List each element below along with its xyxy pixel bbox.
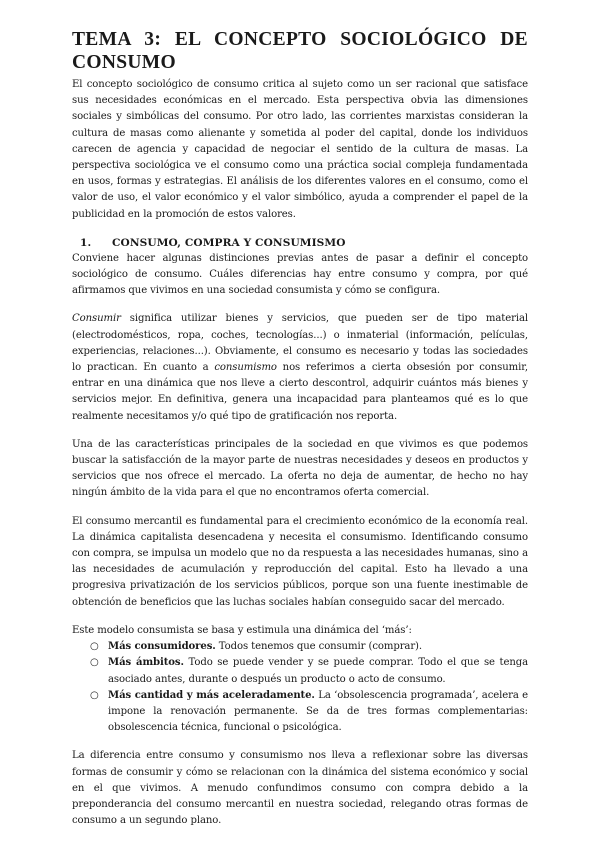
paragraph-consumir-text-2: nos referimos a cierta obsesión por consumir, entrar en una dinámica que nos lleve a cierto descontrol, adquirir cuántos más bienes y servicios mejor. En definitiva, genera una incapacidad para planteamos qué es lo que realmente necesitamos y/o qué tipo de gratificación nos reporta.	[72, 362, 528, 422]
bullet-list	[72, 639, 528, 736]
section-title: CONSUMO, COMPRA Y CONSUMISMO	[112, 236, 346, 249]
bullet-circle-icon: ○	[90, 689, 99, 701]
list-item	[72, 639, 528, 655]
paragraph-caracteristicas: Una de las características principales de la sociedad en que vivimos es que podemos buscar la satisfacción de la mayor parte de nuestras necesidades y deseos en productos y servicios que nos ofrece el mercado. La oferta no deja de aumentar, de hecho no hay ningún ámbito de la vida para el que no encontramos oferta comercial.	[72, 438, 528, 499]
intro-paragraph: El concepto sociológico de consumo critica al sujeto como un ser racional que satisface sus necesidades económicas en el mercado. Esta perspectiva obvia las dimensiones sociales y simbólicas del consumo. Por otro lado, las corrientes marxistas consideran la cultura de masas como alienante y sometida al poder del capital, donde los individuos carecen de agencia y capacidad de negociar el sentido de la cultura de masas. La perspectiva sociológica ve el consumo como una práctica social compleja fundamentada en usos, formas y estrategias. El análisis de los diferentes valores en el consumo, como el valor de uso, el valor económico y el valor simbólico, ayuda a comprender el papel de la publicidad en la promoción de estos valores.	[72, 79, 528, 220]
list-item-text: La ‘obsolescencia programada’, acelera e impone la renovación permanente. Se da de tres formas complementarias: obsolescencia técnica, funcional o psicológica.	[108, 689, 528, 734]
list-item-bold: Más consumidores.	[108, 641, 216, 653]
section-number: 1.	[80, 236, 92, 249]
list-item	[72, 655, 528, 687]
paragraph-modelo-consumista: Este modelo consumista se basa y estimula una dinámica del ‘más’:	[72, 624, 412, 636]
bullet-circle-icon: ○	[90, 641, 99, 653]
document-title: TEMA 3: EL CONCEPTO SOCIOLÓGICO DE CONSUMO	[72, 29, 528, 73]
list-item	[72, 688, 528, 737]
paragraph-diferencia: La diferencia entre consumo y consumismo nos lleva a reflexionar sobre las diversas formas de consumir y cómo se relacionan con la dinámica del sistema económico y social en el que vivimos. A menudo confundimos consumo con compra debido a la preponderancia del consumo mercantil en nuestra sociedad, relegando otras formas de consumo a un segundo plano.	[72, 750, 528, 827]
paragraph-consumir	[72, 311, 528, 424]
term-consumir: Consumir	[72, 313, 121, 325]
list-item-text: Todo se puede vender y se puede comprar. Todo el que se tenga asociado antes, durante o después un producto o acto de consumo.	[108, 657, 529, 685]
list-item-text: Todos tenemos que consumir (comprar).	[215, 641, 423, 653]
paragraph-distinctions: Conviene hacer algunas distinciones previas antes de pasar a definir el concepto sociológico de consumo. Cuáles diferencias hay entre consumo y compra, por qué afirmamos que vivimos en una sociedad consumista y cómo se configura.	[72, 252, 528, 297]
bullet-circle-icon: ○	[90, 657, 99, 669]
term-consumismo: consumismo	[214, 362, 277, 374]
list-item-bold: Más ámbitos.	[108, 657, 184, 669]
paragraph-consumir-text-1: significa utilizar bienes y servicios, que pueden ser de tipo material (electrodomésticos, ropa, coches, tecnologías...) o inmaterial (información, películas, experiencias, relaciones...). Obviamente, el consumo es necesario y todas las sociedades lo practican. En cuanto a	[72, 313, 528, 374]
list-item-bold: Más cantidad y más aceleradamente.	[108, 689, 315, 701]
paragraph-consumo-mercantil: El consumo mercantil es fundamental para el crecimiento económico de la economía real. La dinámica capitalista desencadena y necesita el consumismo. Identificando consumo con compra, se impulsa un modelo que no da respuesta a las necesidades humanas, sino a las necesidades de acumulación y reproducción del capital. Esto ha llevado a una progresiva privatización de los servicios públicos, porque son una fuente inestimable de obtención de beneficios que las luchas sociales habían conseguido sacar del mercado.	[72, 515, 528, 608]
section-heading	[80, 235, 528, 251]
